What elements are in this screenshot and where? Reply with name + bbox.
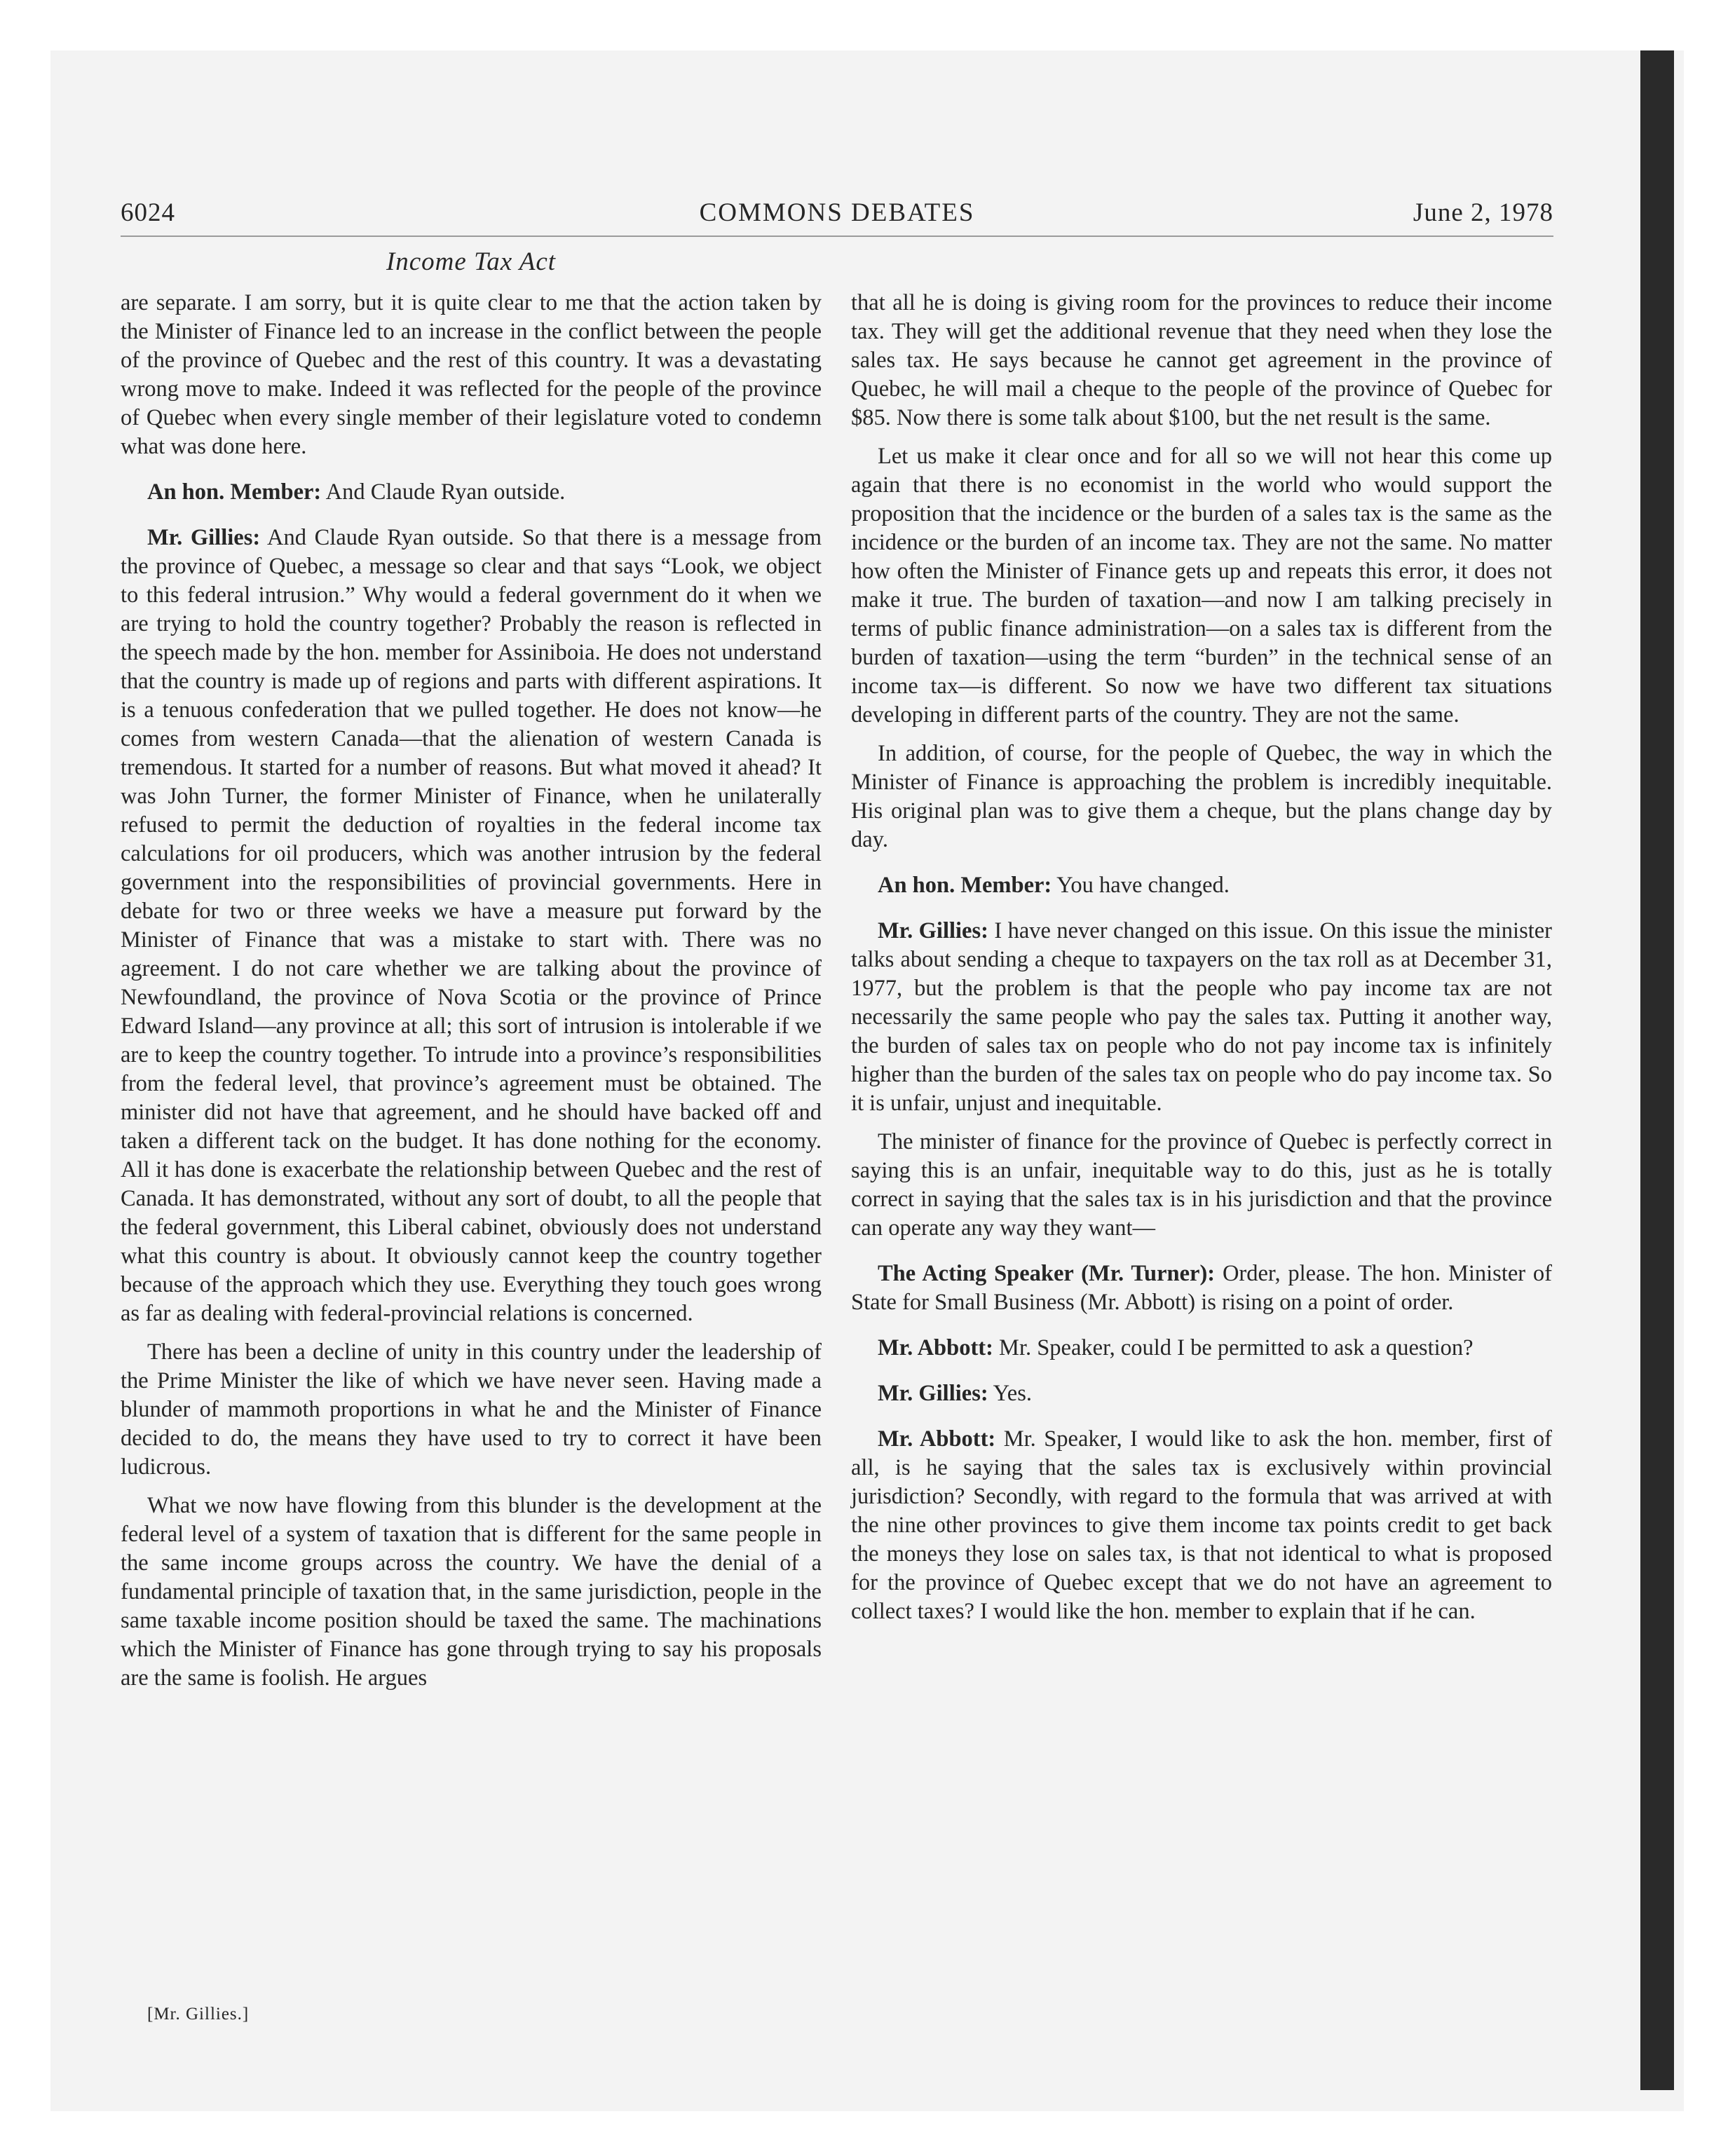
speaker-name: Mr. Gillies: [878,918,988,943]
speech-text: Yes. [993,1381,1033,1406]
speech-text: And Claude Ryan outside. [325,479,566,505]
speaker-name: Mr. Abbott: [878,1426,996,1452]
body-paragraph: Let us make it clear once and for all so we will not hear this come up again that there is no economist in the world who would support the proposition that the incidence or the burden of a sales tax is the same as the incidence or the burden of an income tax. They are not the same. No matter how often the Minister of Finance gets up and repeats this error, it does not make it true. The burden of taxation—and now I am talking precisely in terms of public finance administration—on a sales tax is different from the burden of taxation—using the term “burden” in the technical sense of an income tax—is different. So now we have two different tax situations developing in different parts of the country. They are not the same. [851,444,1552,728]
speech-text: Mr. Speaker, I would like to ask the hon. member, first of all, is he saying that the sales tax is exclusively within provincial jurisdiction? Secondly, with regard to the formula that was arrived at with the nine other provinces to give them income tax points credit to get back the moneys they lose on sales tax, is that not identical to what is proposed for the province of Quebec except that we do not have an agreement to collect taxes? I would like the hon. member to explain that if he can. [851,1426,1552,1624]
page-header [121,198,1553,237]
speaker-name: Mr. Gillies: [878,1381,988,1406]
scan-edge-bar [1640,50,1674,2090]
speech-paragraph [851,1379,1552,1408]
speech-text: And Claude Ryan outside. So that there is a message from the province of Quebec, a message so clear and that says “Look, we object to this federal intrusion.” Why would a federal government do it when we are trying to hold the country together? Probably the reason is reflected in the speech made by the hon. member for Assiniboia. He does not understand that the country is made up of regions and parts with different aspirations. It is a tenuous confederation that we pulled together. He does not know—he comes from western Canada—that the alienation of western Canada is tremendous. It started for a number of reasons. But what moved it ahead? It was John Turner, the former Minister of Finance, when he unilaterally refused to permit the deduction of royalties in the federal income tax calculations for oil producers, which was another intrusion by the federal government into the responsibilities of provincial governments. Here in debate for two or three weeks we have a measure put forward by the Minister of Finance that was a mistake to start with. There was no agreement. I do not care whether we are talking about the province of Newfoundland, the province of Nova Scotia or the province of Prince Edward Island—any province at all; this sort of intrusion is intolerable if we are to keep the country together. To intrude into a province’s responsibilities from the federal level, that province’s agreement must be obtained. The minister did not have that agreement, and he should have backed off and taken a different tack on the budget. It has done nothing for the economy. All it has done is exacerbate the relationship between Quebec and the rest of Canada. It has demonstrated, without any sort of doubt, to all the people that the federal government, this Liberal cabinet, obviously does not understand what this country is about. It obviously cannot keep the country together because of the approach which they use. Everything they touch goes wrong as far as dealing with federal-provincial relations is concerned. [121,525,822,1326]
body-paragraph: What we now have flowing from this blunder is the development at the federal level of a system of taxation that is different for the same people in the same income groups across the country. We have the denial of a fundamental principle of taxation that, in the same jurisdiction, people in the same taxable income position should be taxed the same. The machinations which the Minister of Finance has gone through trying to say his proposals are the same is foolish. He argues [121,1493,822,1691]
speech-text: Mr. Speaker, could I be permitted to ask a question? [999,1335,1474,1360]
issue-date: June 2, 1978 [1413,198,1553,227]
body-paragraph: that all he is doing is giving room for the provinces to reduce their income tax. They will get the additional revenue that they need when they lose the sales tax. He says because he cannot get agreement in the province of Quebec, he will mail a cheque to the people of the province of Quebec for $85. Now there is some talk about $100, but the net result is the same. [851,290,1552,430]
body-paragraph: In addition, of course, for the people of Quebec, the way in which the Minister of Finance is approaching the problem is incredibly inequitable. His original plan was to give them a cheque, but the plans change day by day. [851,741,1552,852]
left-column [121,289,822,1703]
page-number: 6024 [121,198,175,227]
journal-title: COMMONS DEBATES [699,198,975,227]
speech-paragraph [851,1334,1552,1363]
speech-paragraph [851,917,1552,1118]
speech-paragraph [851,1425,1552,1626]
body-paragraph: There has been a decline of unity in this country under the leadership of the Prime Minister the like of which we have never seen. Having made a blunder of mammoth proportions in what he and the Minister of Finance decided to do, the means they have used to try to correct it have been ludicrous. [121,1339,822,1480]
speech-text: Order, please. The hon. Minister of State for Small Business (Mr. Abbott) is rising on a point of order. [851,1261,1552,1315]
speech-text: You have changed. [1056,873,1230,898]
speaker-name: The Acting Speaker (Mr. Turner): [878,1261,1216,1286]
speaker-name: Mr. Gillies: [147,525,261,550]
speech-text: I have never changed on this issue. On this issue the minister talks about sending a cheque to taxpayers on the tax roll as at December 31, 1977, but the problem is that the people who pay income tax are not necessarily the same people who pay the sales tax. Putting it another way, the burden of sales tax on people who do not pay income tax is infinitely higher than the burden of the sales tax on people who do pay income tax. So it is unfair, unjust and inequitable. [851,918,1552,1116]
speaker-name: Mr. Abbott: [878,1335,993,1360]
speech-paragraph [851,1260,1552,1317]
right-column [851,289,1552,1636]
speaker-name: An hon. Member: [147,479,322,505]
speaker-name: An hon. Member: [878,873,1052,898]
body-paragraph: are separate. I am sorry, but it is quite clear to me that the action taken by the Minister of Finance led to an increase in the conflict between the people of the province of Quebec and the rest of this country. It was a devastating wrong move to make. Indeed it was reflected for the people of the province of Quebec when every single member of their legislature voted to condemn what was done here. [121,290,822,459]
body-paragraph: The minister of finance for the province of Quebec is perfectly correct in saying this is an unfair, inequitable way to do this, just as he is totally correct in saying that the sales tax is in his jurisdiction and that the province can operate any way they want— [851,1129,1552,1241]
speaker-footnote: [Mr. Gillies.] [147,2005,250,2024]
speech-paragraph [121,524,822,1328]
running-title: Income Tax Act [386,247,557,276]
speech-paragraph [851,871,1552,900]
speech-paragraph [121,478,822,507]
